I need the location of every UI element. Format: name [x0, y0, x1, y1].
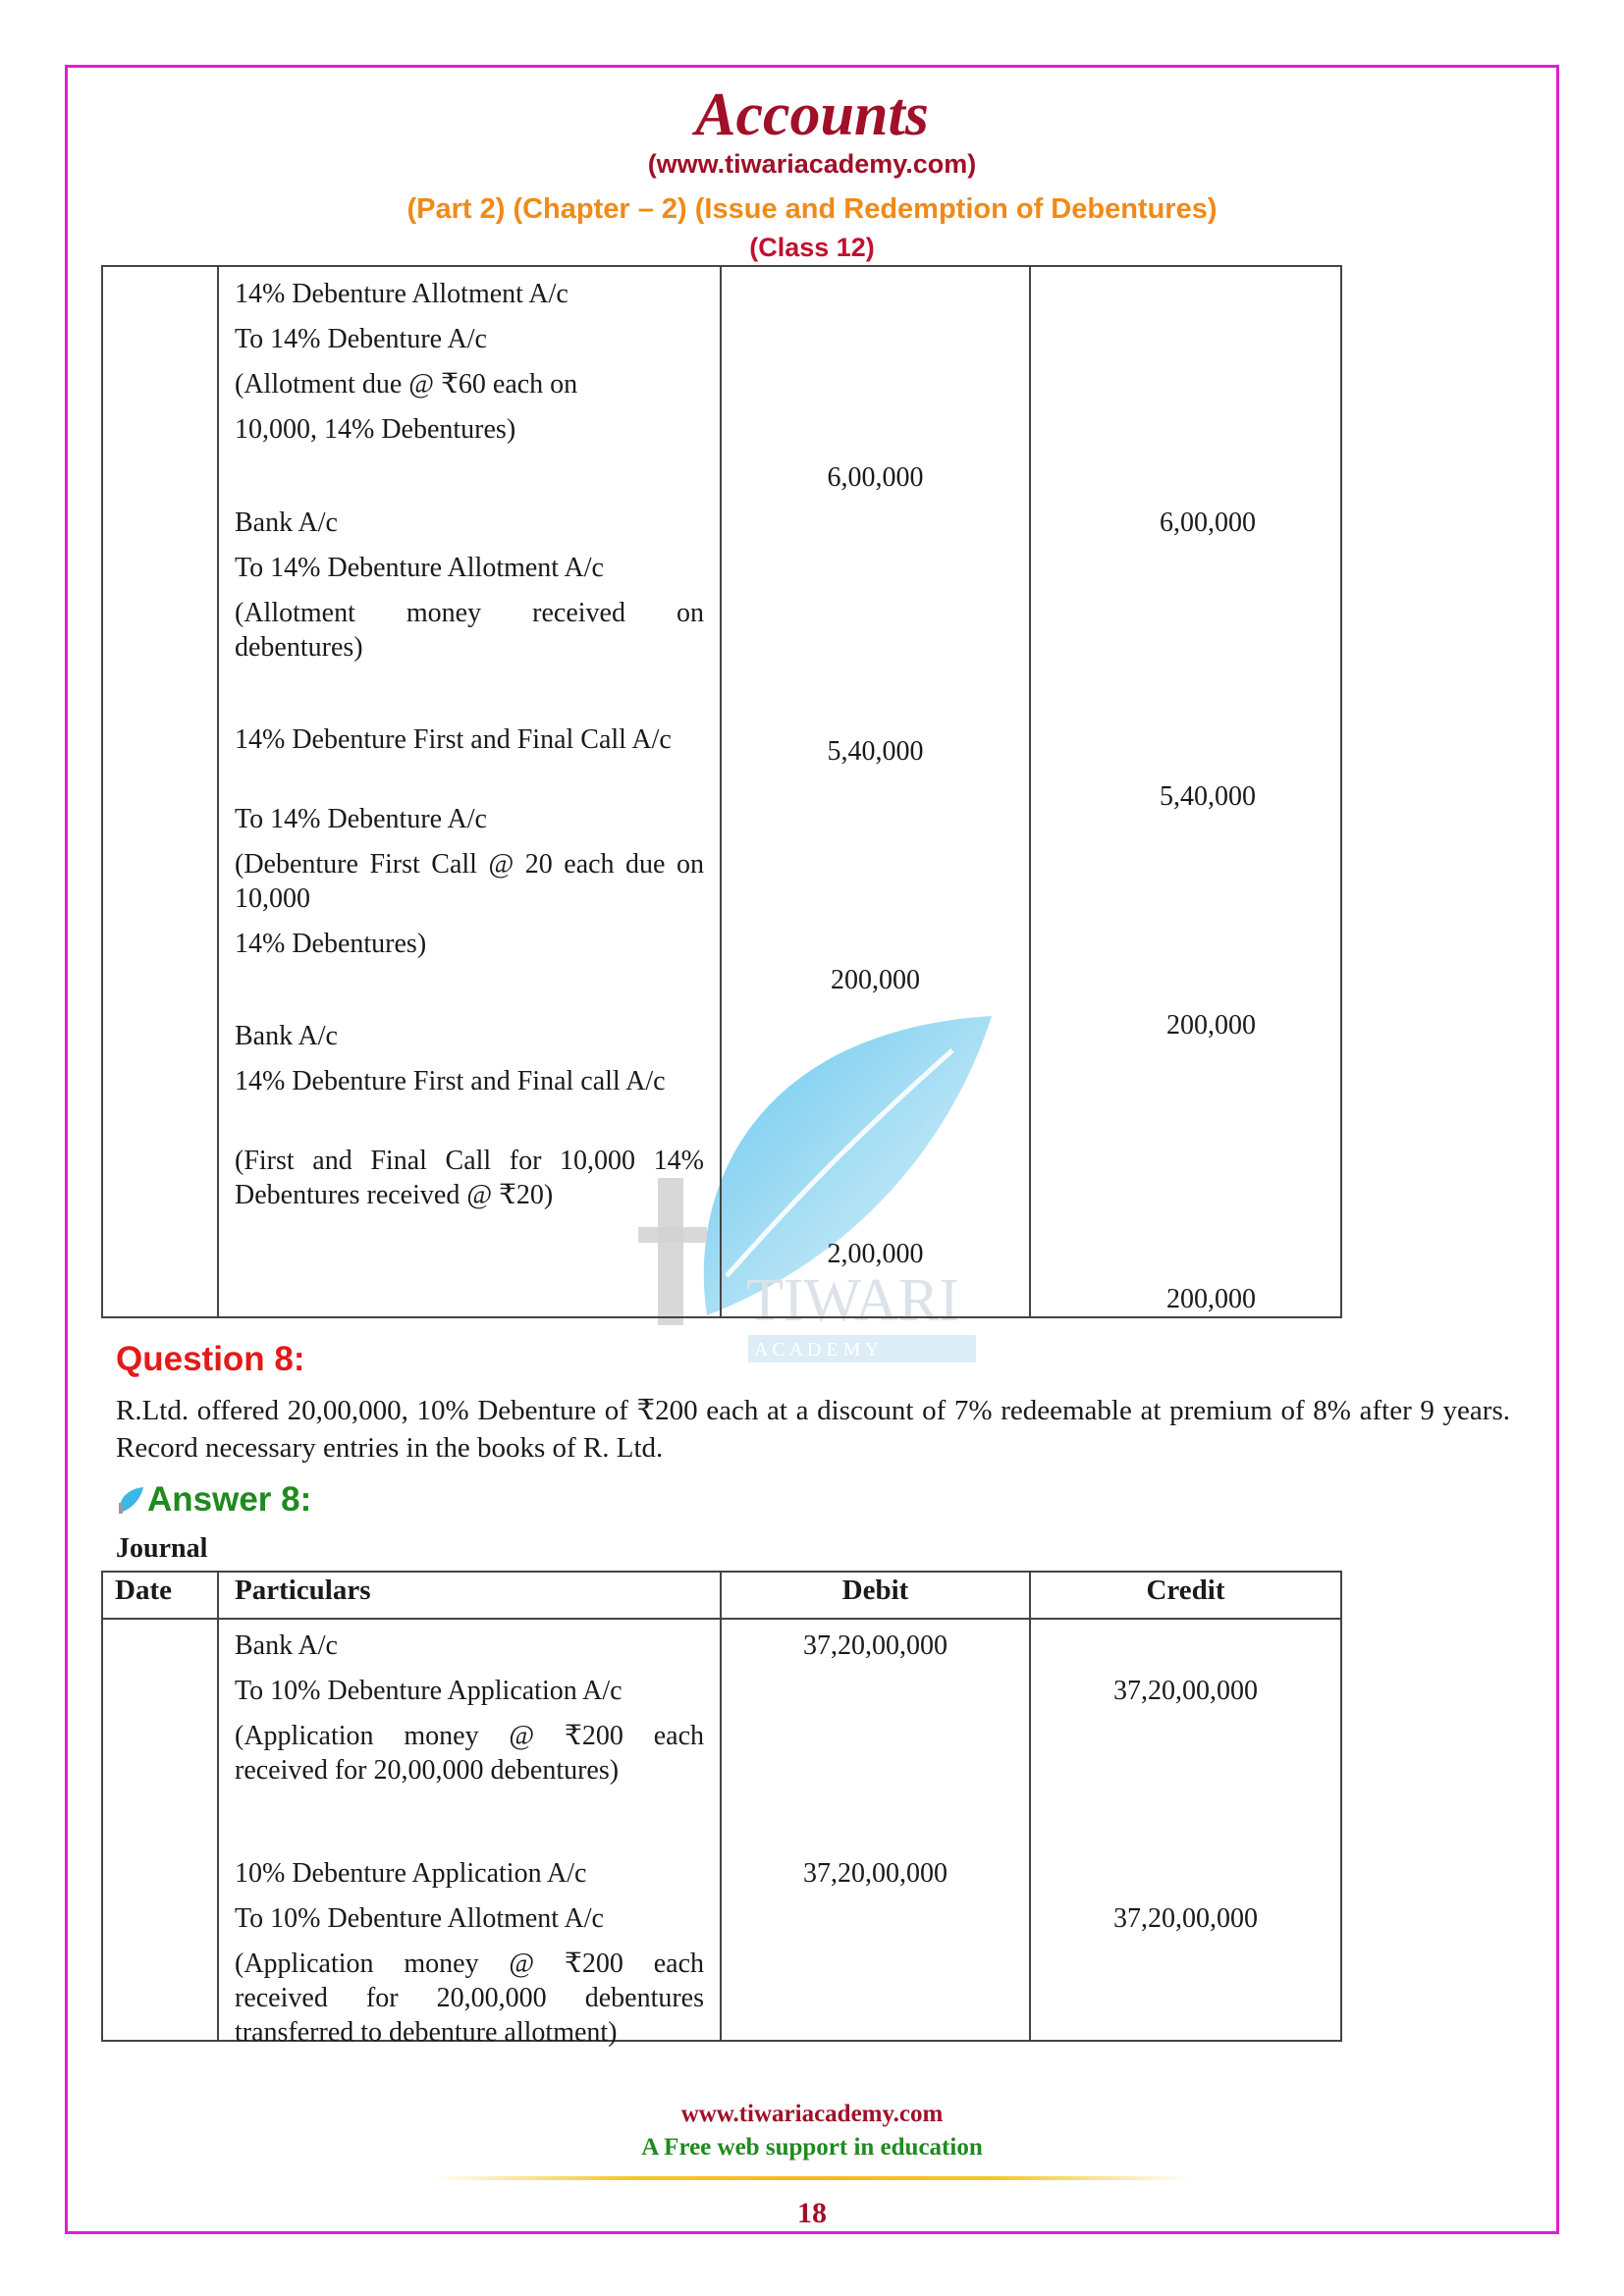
- journal-table: [101, 1571, 1342, 2048]
- date-cell: [102, 266, 218, 1317]
- particulars-line: (Application money @ ₹200 each received for 20,00,000 debentures): [235, 1721, 704, 1786]
- particulars-line: Bank A/c: [235, 507, 338, 538]
- header-debit: Debit: [721, 1572, 1030, 1619]
- answer-title: Answer 8:: [147, 1480, 312, 1519]
- credit-amount: 5,40,000: [1160, 781, 1256, 812]
- particulars-cell: [218, 266, 721, 1317]
- credit-cell: [1030, 266, 1341, 1317]
- particulars-line: 10,000, 14% Debentures): [235, 414, 516, 445]
- footer-tagline: A Free web support in education: [641, 2134, 983, 2161]
- credit-amount: 37,20,00,000: [1113, 1903, 1258, 1934]
- particulars-line: To 14% Debenture A/c: [235, 324, 487, 354]
- particulars-line: To 10% Debenture Application A/c: [235, 1676, 623, 1706]
- debit-amount: 6,00,000: [827, 462, 924, 493]
- particulars-line: 14% Debenture First and Final Call A/c: [235, 724, 672, 755]
- chapter-heading: (Part 2) (Chapter – 2) (Issue and Redemption of Debentures): [406, 193, 1218, 225]
- header-particulars: Particulars: [218, 1572, 721, 1619]
- particulars-line: Bank A/c: [235, 1021, 338, 1051]
- answer-heading: [116, 1480, 311, 1520]
- credit-amount: 200,000: [1166, 1284, 1256, 1314]
- particulars-line: 14% Debentures): [235, 929, 427, 959]
- debit-cell: [721, 1619, 1030, 2041]
- header-date: Date: [102, 1572, 218, 1619]
- particulars-line: (Allotment due @ ₹60 each on: [235, 369, 578, 400]
- particulars-line: (Allotment money received on debentures): [235, 598, 704, 663]
- tiwari-leaf-icon: [116, 1485, 145, 1515]
- debit-amount: 200,000: [831, 965, 920, 995]
- date-cell: [102, 1619, 218, 2041]
- footer-url[interactable]: www.tiwariacademy.com: [680, 2101, 944, 2127]
- particulars-line: 14% Debenture First and Final call A/c: [235, 1066, 666, 1096]
- particulars-line: (Application money @ ₹200 each received for 20,00,000 debentures transferred to debenture allotment): [235, 1949, 704, 2048]
- footer-divider: [432, 2176, 1192, 2180]
- credit-amount: 200,000: [1166, 1010, 1256, 1041]
- table-row: [102, 266, 1341, 1317]
- table-header-row: [102, 1572, 1341, 1619]
- particulars-line: (Debenture First Call @ 20 each due on 10,000: [235, 849, 704, 914]
- journal-table-continued: [101, 265, 1342, 1318]
- particulars-line: To 14% Debenture A/c: [235, 804, 487, 834]
- question-text: R.Ltd. offered 20,00,000, 10% Debenture of ₹200 each at a discount of 7% redeemable at premium of 8% after 9 years. Record necessary entries in the books of R. Ltd.: [116, 1395, 1510, 1464]
- debit-amount: 37,20,00,000: [803, 1630, 947, 1661]
- particulars-line: 10% Debenture Application A/c: [235, 1858, 587, 1889]
- credit-cell: [1030, 1619, 1341, 2041]
- particulars-line: 14% Debenture Allotment A/c: [235, 279, 568, 309]
- page-number: 18: [797, 2197, 827, 2229]
- particulars-line: Bank A/c: [235, 1630, 338, 1661]
- debit-amount: 37,20,00,000: [803, 1858, 947, 1889]
- journal-label: Journal: [116, 1533, 208, 1564]
- watermark-subtext: A C A D E M Y: [754, 1339, 880, 1361]
- debit-amount: 2,00,000: [827, 1239, 924, 1269]
- particulars-line: To 14% Debenture Allotment A/c: [235, 553, 604, 583]
- credit-amount: 6,00,000: [1160, 507, 1256, 538]
- debit-cell: [721, 266, 1030, 1317]
- question-title: Question 8:: [116, 1340, 305, 1378]
- header-credit: Credit: [1030, 1572, 1341, 1619]
- class-label: (Class 12): [749, 233, 875, 262]
- particulars-line: To 10% Debenture Allotment A/c: [235, 1903, 604, 1934]
- particulars-line: (First and Final Call for 10,000 14% Debentures received @ ₹20): [235, 1146, 704, 1210]
- credit-amount: 37,20,00,000: [1113, 1676, 1258, 1706]
- particulars-cell: [218, 1619, 721, 2048]
- debit-amount: 5,40,000: [827, 736, 924, 767]
- header-url[interactable]: (www.tiwariacademy.com): [647, 149, 977, 179]
- watermark-text: TIWARI: [746, 1267, 959, 1334]
- page-title: Accounts: [695, 81, 929, 148]
- table-row: [102, 1619, 1341, 2041]
